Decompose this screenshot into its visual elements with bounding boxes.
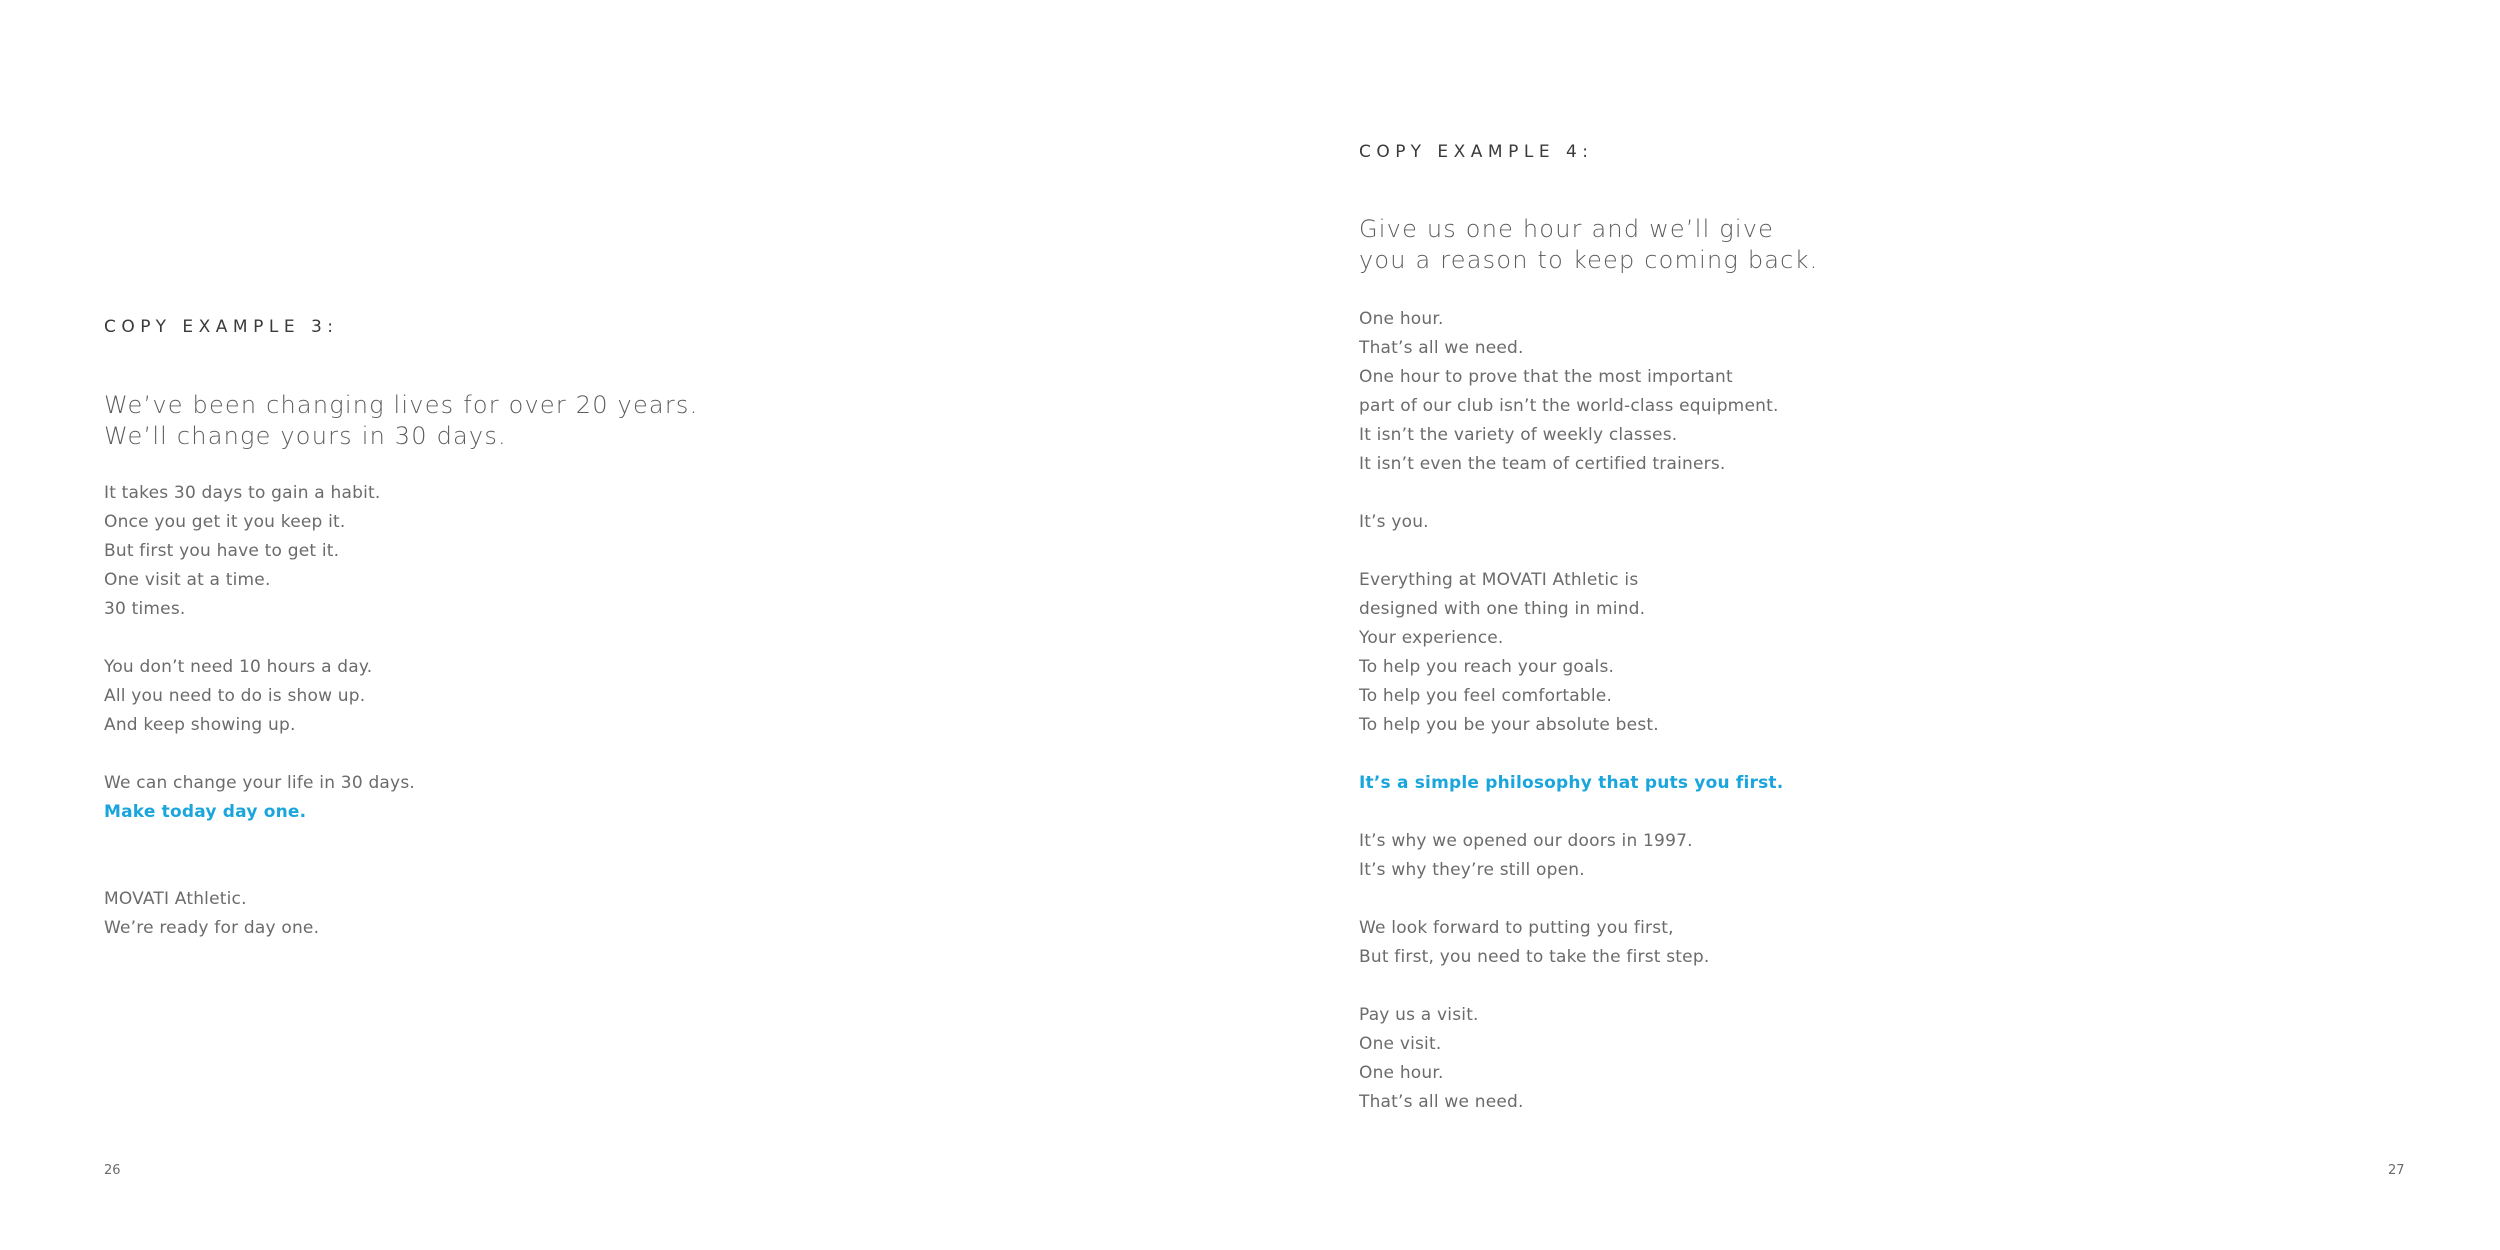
body-line: part of our club isn’t the world-class equipment. bbox=[1359, 396, 1779, 416]
body-line: 30 times. bbox=[104, 599, 186, 619]
body-line: Everything at MOVATI Athletic is bbox=[1359, 570, 1639, 590]
body-line: Pay us a visit. bbox=[1359, 1005, 1479, 1025]
body-line: It isn’t the variety of weekly classes. bbox=[1359, 425, 1678, 445]
body-line: We can change your life in 30 days. bbox=[104, 773, 415, 793]
body-line: To help you feel comfortable. bbox=[1359, 686, 1613, 706]
body-line: Once you get it you keep it. bbox=[104, 512, 346, 532]
body-line: It’s why they’re still open. bbox=[1359, 860, 1585, 880]
headline-line-2: We’ll change yours in 30 days. bbox=[104, 422, 507, 450]
body-line: It isn’t even the team of certified trainers. bbox=[1359, 454, 1726, 474]
body-line: It’s you. bbox=[1359, 512, 1429, 532]
body-line: One visit at a time. bbox=[104, 570, 271, 590]
headline-line-1: Give us one hour and we’ll give bbox=[1359, 215, 1775, 243]
section-label: COPY EXAMPLE 3: bbox=[104, 317, 339, 337]
body-line: But first, you need to take the first step. bbox=[1359, 947, 1710, 967]
body-line: Your experience. bbox=[1359, 628, 1504, 648]
body-line: You don’t need 10 hours a day. bbox=[104, 657, 373, 677]
page-number: 27 bbox=[2388, 1163, 2405, 1178]
body-line: And keep showing up. bbox=[104, 715, 296, 735]
body-line: It’s why we opened our doors in 1997. bbox=[1359, 831, 1693, 851]
body-line: To help you reach your goals. bbox=[1359, 657, 1615, 677]
highlight-line: It’s a simple philosophy that puts you first. bbox=[1359, 773, 1784, 793]
body-line: All you need to do is show up. bbox=[104, 686, 366, 706]
highlight-line: Make today day one. bbox=[104, 802, 307, 822]
page-number: 26 bbox=[104, 1163, 121, 1178]
body-line: We’re ready for day one. bbox=[104, 918, 320, 938]
body-line: But first you have to get it. bbox=[104, 541, 340, 561]
body-line: One hour. bbox=[1359, 309, 1444, 329]
body-line: designed with one thing in mind. bbox=[1359, 599, 1646, 619]
body-line: One hour. bbox=[1359, 1063, 1444, 1083]
body-line: One visit. bbox=[1359, 1034, 1442, 1054]
headline-line-2: you a reason to keep coming back. bbox=[1359, 246, 1819, 274]
body-line: It takes 30 days to gain a habit. bbox=[104, 483, 381, 503]
body-line: That’s all we need. bbox=[1359, 338, 1524, 358]
headline-line-1: We’ve been changing lives for over 20 years. bbox=[104, 391, 699, 419]
body-line: That’s all we need. bbox=[1359, 1092, 1524, 1112]
body-line: MOVATI Athletic. bbox=[104, 889, 247, 909]
body-line: We look forward to putting you first, bbox=[1359, 918, 1674, 938]
body-line: One hour to prove that the most important bbox=[1359, 367, 1733, 387]
section-label: COPY EXAMPLE 4: bbox=[1359, 142, 1594, 162]
body-line: To help you be your absolute best. bbox=[1359, 715, 1659, 735]
